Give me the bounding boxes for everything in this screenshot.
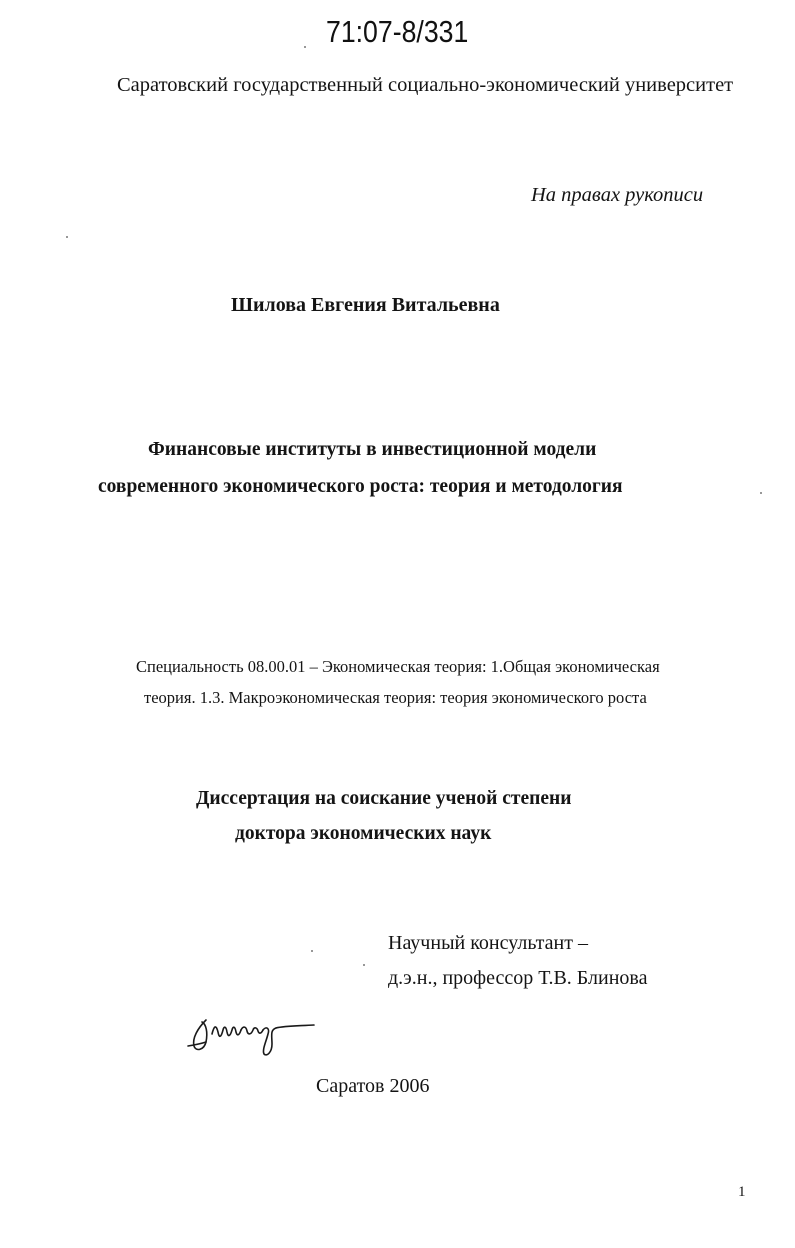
scan-speck: [311, 950, 313, 952]
degree-statement-line-1: Диссертация на соискание ученой степени: [196, 788, 572, 809]
specialty-line-2: теория. 1.3. Макроэкономическая теория: теория экономического роста: [144, 688, 647, 707]
manuscript-rights-note: На правах рукописи: [531, 184, 704, 206]
author-name: Шилова Евгения Витальевна: [231, 294, 500, 316]
scientific-consultant-label: Научный консультант –: [388, 932, 588, 954]
registration-stamp: 71:07-8/331: [326, 14, 469, 49]
dissertation-title-line-1: Финансовые институты в инвестиционной модели: [148, 439, 597, 460]
handwritten-signature-icon: [184, 1012, 319, 1062]
degree-statement-line-2: доктора экономических наук: [235, 823, 492, 844]
page-number: 1: [738, 1184, 746, 1200]
university-name: Саратовский государственный социально-экономический университет: [117, 74, 734, 96]
specialty-line-1: Специальность 08.00.01 – Экономическая теория: 1.Общая экономическая: [136, 657, 660, 676]
city-and-year: Саратов 2006: [316, 1075, 430, 1097]
scan-speck: [304, 46, 306, 48]
scan-speck: [760, 492, 762, 494]
scan-speck: [363, 964, 365, 966]
scan-speck: [66, 236, 68, 238]
dissertation-title-line-2: современного экономического роста: теория и методология: [98, 476, 623, 497]
scientific-consultant-name: д.э.н., профессор Т.В. Блинова: [388, 967, 648, 989]
